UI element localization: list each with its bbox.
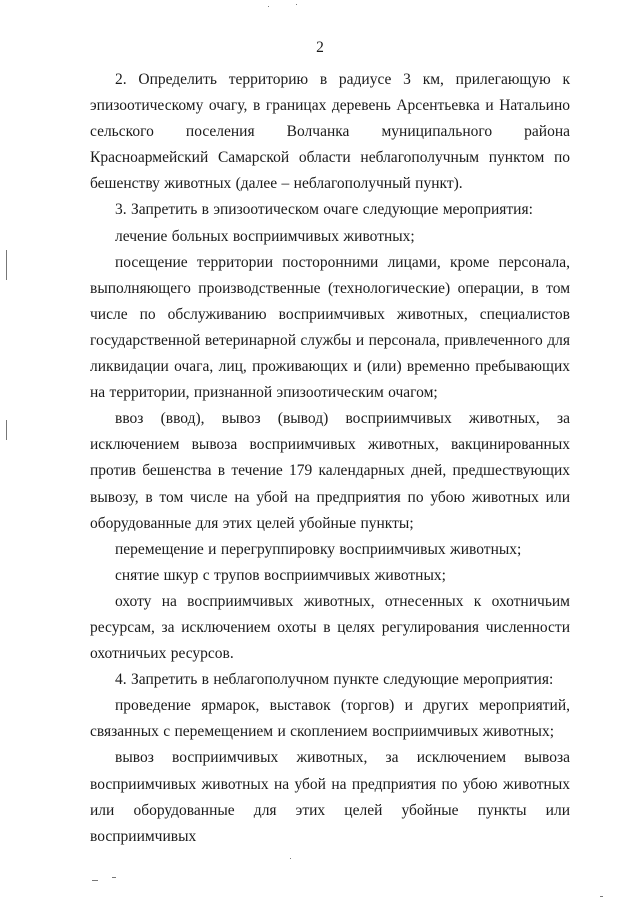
document-body — [90, 67, 570, 850]
paragraph-3-heading: 3. Запретить в эпизоотическом очаге следующие мероприятия: — [115, 201, 533, 219]
list-item-skinning: снятие шкур с трупов восприимчивых животных; — [115, 566, 446, 584]
list-item-hunting: охоту на восприимчивых животных, отнесенных к охотничьим ресурсам, за исключением охоты в целях регулирования численности охотничьих ресурсов. — [90, 592, 570, 663]
list-item-treatment: лечение больных восприимчивых животных; — [115, 227, 415, 245]
list-item-visits: посещение территории посторонними лицами, кроме персонала, выполняющего производственные (технологические) операции, в том числе по обслуживанию восприимчивых животных, специалистов государственной ветеринарной службы и персонала, привлеченного для ликвидации очага, лиц, проживающих и (или) временно пребывающих на территории, признанной эпизоотическим очагом; — [90, 253, 570, 402]
list-item-removal: вывоз восприимчивых животных, за исключением вывоза восприимчивых животных на убой на предприятия по убою животных или оборудованные для этих целей убойные пункты или восприимчивых — [90, 749, 570, 845]
list-item-import-export: ввоз (ввод), вывоз (вывод) восприимчивых животных, за исключением вывоза восприимчивых животных, вакцинированных против бешенства в течение 179 календарных дней, предшествующих вывозу, в том числе на убой на предприятия по убою животных или оборудованные для этих целей убойные пункты; — [90, 410, 570, 532]
list-item-fairs: проведение ярмарок, выставок (торгов) и других мероприятий, связанных с перемещением и скоплением восприимчивых животных; — [90, 697, 570, 741]
scan-speck — [6, 420, 7, 440]
paragraph-2-territory: 2. Определить территорию в радиусе 3 км, прилегающую к эпизоотическому очагу, в границах деревень Арсентьевка и Натальино сельского поселения Волчанка муниципального района Красноармейский Самарской области неблагополучным пунктом по бешенству животных (далее – неблагополучный пункт). — [90, 71, 570, 193]
scan-speck — [600, 896, 603, 897]
scan-speck — [296, 4, 297, 5]
list-item-regrouping: перемещение и перегруппировку восприимчивых животных; — [115, 540, 522, 558]
paragraph-4-heading: 4. Запретить в неблагополучном пункте следующие мероприятия: — [115, 671, 554, 689]
page-number: 2 — [316, 39, 324, 56]
scan-speck — [92, 880, 98, 881]
scan-speck — [6, 250, 7, 280]
scan-speck — [290, 858, 291, 859]
scan-speck — [268, 6, 269, 7]
scan-speck — [112, 877, 116, 878]
